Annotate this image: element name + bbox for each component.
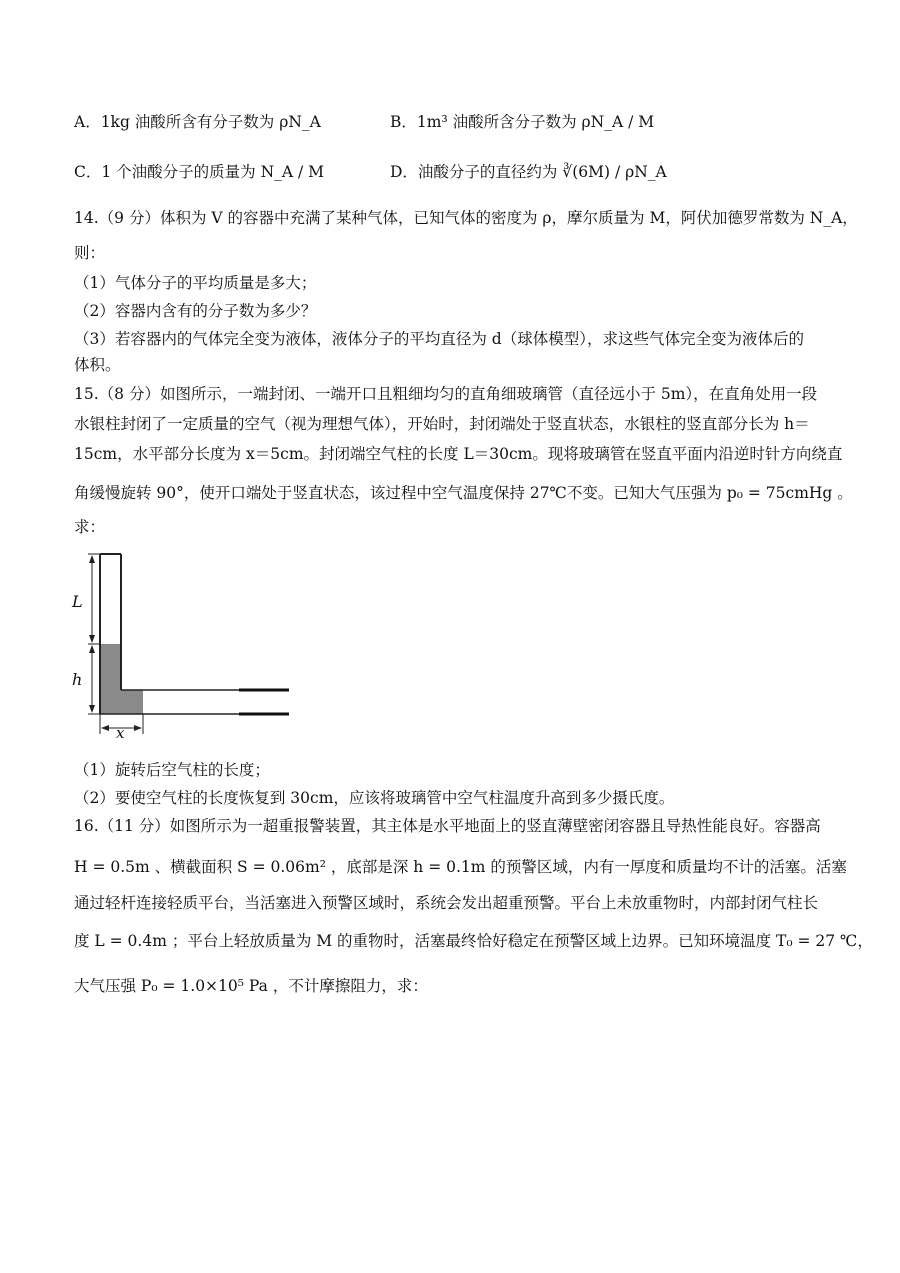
option-d: D．油酸分子的直径约为 ∛(6M) / ρN_A	[390, 163, 667, 181]
mercury-vertical	[100, 644, 121, 714]
q15-sub2: （2）要使空气柱的长度恢复到 30cm，应该将玻璃管中空气柱温度升高到多少摄氏度。	[74, 789, 675, 807]
option-b: B．1m³ 油酸所含分子数为 ρN_A / M	[390, 113, 655, 131]
option-c: C．1 个油酸分子的质量为 N_A / M	[74, 163, 325, 181]
q14-sub2: （2）容器内含有的分子数为多少？	[74, 302, 317, 320]
q15-stem-line3: 15cm，水平部分长度为 x＝5cm。封闭端空气柱的长度 L＝30cm。现将玻璃管在竖直平面内沿逆时针方向绕直	[74, 445, 843, 463]
q15-stem-line2: 水银柱封闭了一定质量的空气（视为理想气体），开始时，封闭端处于竖直状态，水银柱的竖直部分长为 h＝	[74, 415, 810, 433]
option-a: A．1kg 油酸所含有分子数为 ρN_A	[74, 113, 321, 131]
q16-stem-line2: H = 0.5m 、横截面积 S = 0.06m² ，底部是深 h = 0.1m 的预警区域，内有一厚度和质量均不计的活塞。活塞	[74, 858, 847, 876]
mercury-horizontal	[121, 690, 143, 714]
q14-sub3-line1: （3）若容器内的气体完全变为液体，液体分子的平均直径为 d（球体模型），求这些气体完全变为液体后的	[74, 330, 804, 348]
q16-stem-line4: 度 L = 0.4m ；平台上轻放质量为 M 的重物时，活塞最终恰好稳定在预警区域上边界。已知环境温度 T₀ = 27 ℃，	[74, 932, 873, 950]
label-h: h	[72, 670, 83, 689]
q15-stem-line1: 15.（8 分）如图所示，一端封闭、一端开口且粗细均匀的直角细玻璃管（直径远小于 5m），在直角处用一段	[74, 385, 818, 403]
label-x: x	[116, 724, 125, 742]
q15-stem-line4: 角缓慢旋转 90°，使开口端处于竖直状态，该过程中空气温度保持 27℃不变。已知大气压强为 p₀ = 75cmHg 。	[74, 484, 853, 502]
q16-stem-line1: 16.（11 分）如图所示为一超重报警装置，其主体是水平地面上的竖直薄壁密闭容器且导热性能良好。容器高	[74, 817, 821, 835]
tube-diagram	[74, 548, 304, 747]
q15-sub1: （1）旋转后空气柱的长度；	[74, 761, 270, 779]
q14-sub3-line2: 体积。	[74, 356, 121, 374]
label-L: L	[72, 592, 83, 611]
q14-sub1: （1）气体分子的平均质量是多大；	[74, 274, 317, 292]
q14-stem-line2: 则：	[74, 244, 106, 262]
q16-stem-line5: 大气压强 P₀ = 1.0×10⁵ Pa ，不计摩擦阻力，求：	[74, 977, 428, 995]
q16-stem-line3: 通过轻杆连接轻质平台，当活塞进入预警区域时，系统会发出超重预警。平台上未放重物时，内部封闭气柱长	[74, 894, 819, 912]
q14-stem-line1: 14.（9 分）体积为 V 的容器中充满了某种气体，已知气体的密度为 ρ，摩尔质量为 M，阿伏加德罗常数为 N_A，	[74, 209, 858, 227]
q15-stem-line5: 求：	[74, 518, 106, 536]
